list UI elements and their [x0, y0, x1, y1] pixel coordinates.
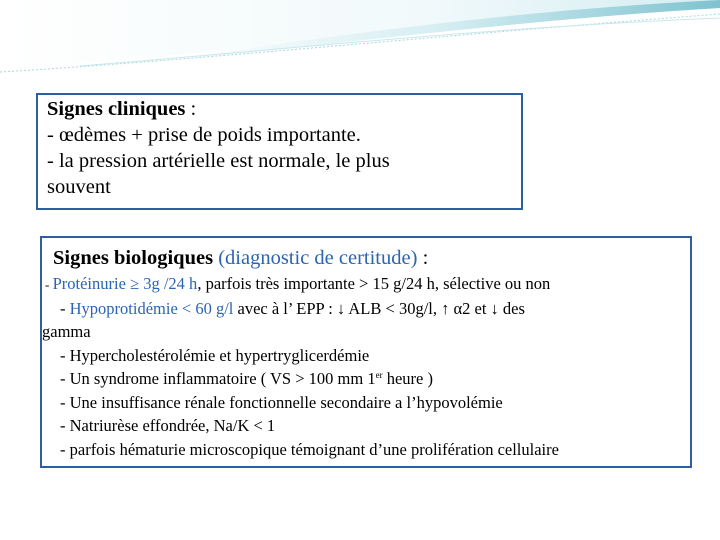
bio-line-hypercholesterolemia: - Hypercholestérolémie et hypertryglicerdémie [60, 345, 370, 365]
bio-line-1-dash: - [45, 277, 53, 292]
bio-line-renal-insufficiency: - Une insuffisance rénale fonctionnelle secondaire a l’hypovolémie [60, 392, 503, 412]
bio-line-2-highlight: Hypoprotidémie < 60 g/l [69, 298, 234, 318]
clinical-title-line [47, 96, 521, 122]
bio-line-gamma: gamma [42, 322, 91, 341]
clinical-title-suffix: : [185, 98, 197, 120]
header-swoosh-decoration [0, 0, 720, 80]
clinical-signs-box [36, 93, 523, 210]
bio-line-2-prefix: - [60, 298, 70, 318]
bio-line-hematuria: - parfois hématurie microscopique témoignant d’une prolifération cellulaire [60, 439, 559, 459]
bio-line-inflammatory [42, 367, 690, 391]
bio-line-5-pre: - Un syndrome inflammatoire ( VS > 100 mm 1 [60, 369, 376, 388]
bio-subtitle-end: : [417, 247, 429, 269]
clinical-line-1: - œdèmes + prise de poids importante. [47, 124, 361, 146]
bio-heading [53, 244, 690, 272]
bio-line-1-rest: , parfois très importante > 15 g/24 h, sélective ou non [197, 274, 551, 293]
bio-line-hypoprotidemia [42, 297, 690, 321]
clinical-line-3: souvent [47, 176, 111, 198]
bio-line-natriuresis: - Natriurèse effondrée, Na/K < 1 [60, 416, 276, 435]
biological-signs-box [40, 236, 692, 468]
bio-line-proteinuria [42, 272, 690, 297]
bio-line-5-sup: er [375, 370, 383, 380]
bio-title: Signes biologiques [53, 247, 214, 269]
bio-subtitle: (diagnostic de certitude) [213, 247, 418, 269]
bio-line-2-rest: avec à l’ EPP : ↓ ALB < 30g/l, ↑ α2 et ↓ des [233, 298, 525, 318]
bio-line-5-post: heure ) [382, 369, 433, 388]
clinical-line-2: - la pression artérielle est normale, le plus [47, 150, 390, 172]
bio-line-1-highlight: Protéinurie ≥ 3g /24 h [52, 274, 198, 293]
clinical-title: Signes cliniques [47, 98, 186, 120]
